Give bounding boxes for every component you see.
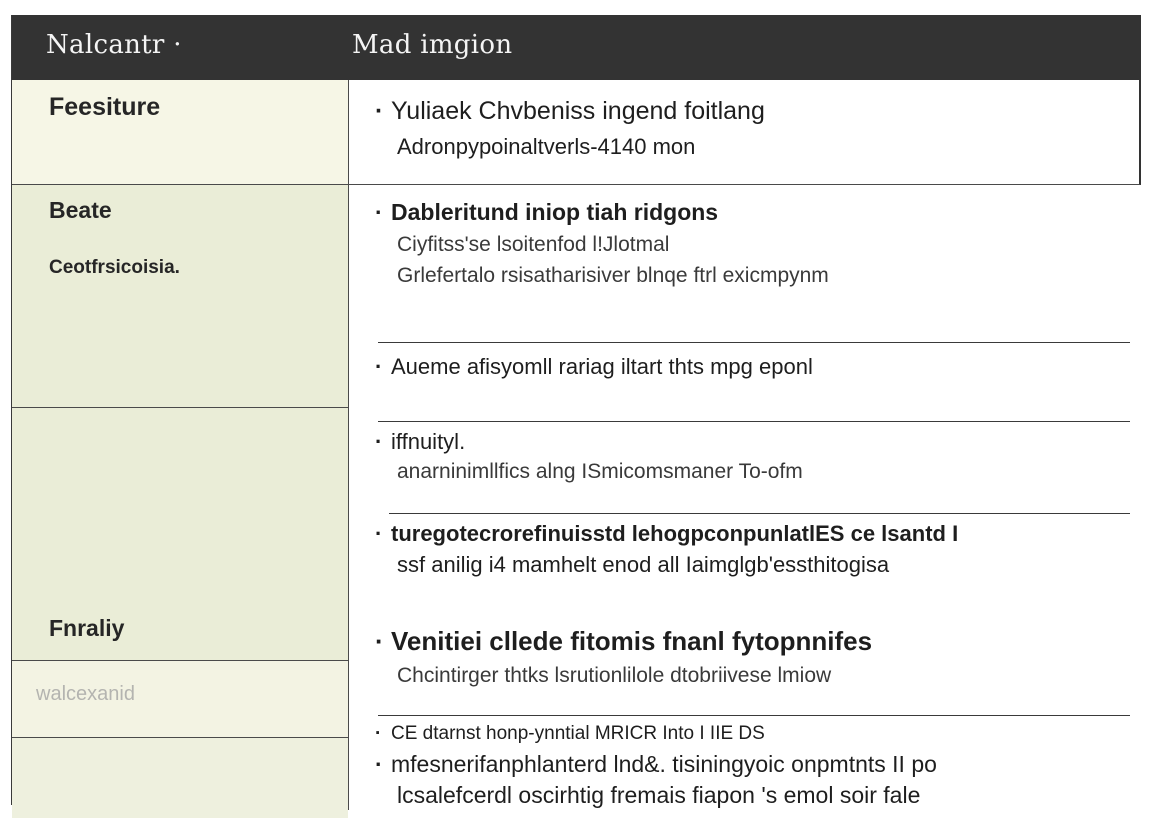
bullet-icon: · (375, 521, 383, 546)
divider (378, 342, 1130, 343)
left-column (12, 80, 349, 810)
header-column-1: Nalcantr · (46, 30, 182, 60)
left-row-5 (12, 738, 348, 818)
list-item (375, 751, 937, 778)
left-row-4 (12, 661, 348, 738)
document-table (11, 15, 1141, 808)
row-label-fnraliy: Fnraliy (49, 615, 125, 641)
divider (389, 513, 1130, 514)
table-header (12, 15, 1141, 80)
item-title: CE dtarnst honp-ynntial MRICR Into I IIE DS (391, 723, 765, 744)
bullet-icon: · (375, 723, 382, 744)
item-subtext: Adronpypoinaltverls-4140 mon (397, 134, 696, 159)
item-title: Yuliaek Chvbeniss ingend foitlang (391, 97, 765, 125)
item-line: Grlefertalo rsisatharisiver blnqe ftrl exicmpynm (397, 264, 829, 287)
row-sublabel: Ceotfrsicoisia. (49, 257, 180, 278)
header-column-2: Mad imgion (352, 30, 513, 60)
bullet-icon: · (375, 751, 383, 777)
item-title: turegotecrorefinuisstd lehogpconpunlatlES ce lsantd I (391, 521, 959, 546)
item-title: Dableritund iniop tiah ridgons (391, 199, 719, 225)
bullet-icon: · (375, 199, 383, 225)
item-title: mfesnerifanphlanterd lnd&. tisiningyoic onpmtnts II po (391, 751, 937, 777)
item-line: Chcintirger thtks lsrutionlilole dtobriivese lmiow (397, 664, 832, 687)
list-item (375, 354, 813, 380)
divider (378, 421, 1130, 422)
row-label-beate: Beate (49, 197, 112, 223)
highlight-cell (349, 80, 1141, 185)
list-item (375, 97, 765, 126)
item-line: anarninimllfics alng ISmicomsmaner To-ofm (397, 460, 803, 483)
list-item (375, 626, 872, 657)
bullet-icon: · (375, 97, 384, 125)
item-line: ssf anilig i4 mamhelt enod all Iaimglgb'essthitogisa (397, 552, 890, 577)
item-title: Aueme afisyomll rariag iltart thts mpg eponl (391, 354, 813, 379)
item-line: lcsalefcerdl oscirhtig fremais fiapon 's emol soir fale (397, 782, 921, 808)
divider (378, 715, 1130, 716)
bullet-icon: · (375, 626, 384, 656)
item-line: Ciyfitss'se lsoitenfod l!Jlotmal (397, 233, 670, 256)
left-row-2 (12, 185, 348, 408)
bullet-icon: · (375, 354, 383, 379)
list-item (375, 521, 958, 547)
list-item (375, 723, 765, 745)
list-item (375, 429, 465, 455)
right-column (349, 80, 1141, 810)
bullet-icon: · (375, 429, 383, 454)
list-item (375, 199, 718, 226)
item-title: Venitiei cllede fitomis fnanl fytopnnifes (391, 626, 873, 656)
left-row-3 (12, 408, 348, 661)
left-row-1 (12, 80, 348, 185)
row-label-feature: Feesiture (49, 93, 161, 121)
row-label-faded: walcexanid (36, 683, 135, 705)
item-title: iffnuityl. (391, 429, 466, 454)
